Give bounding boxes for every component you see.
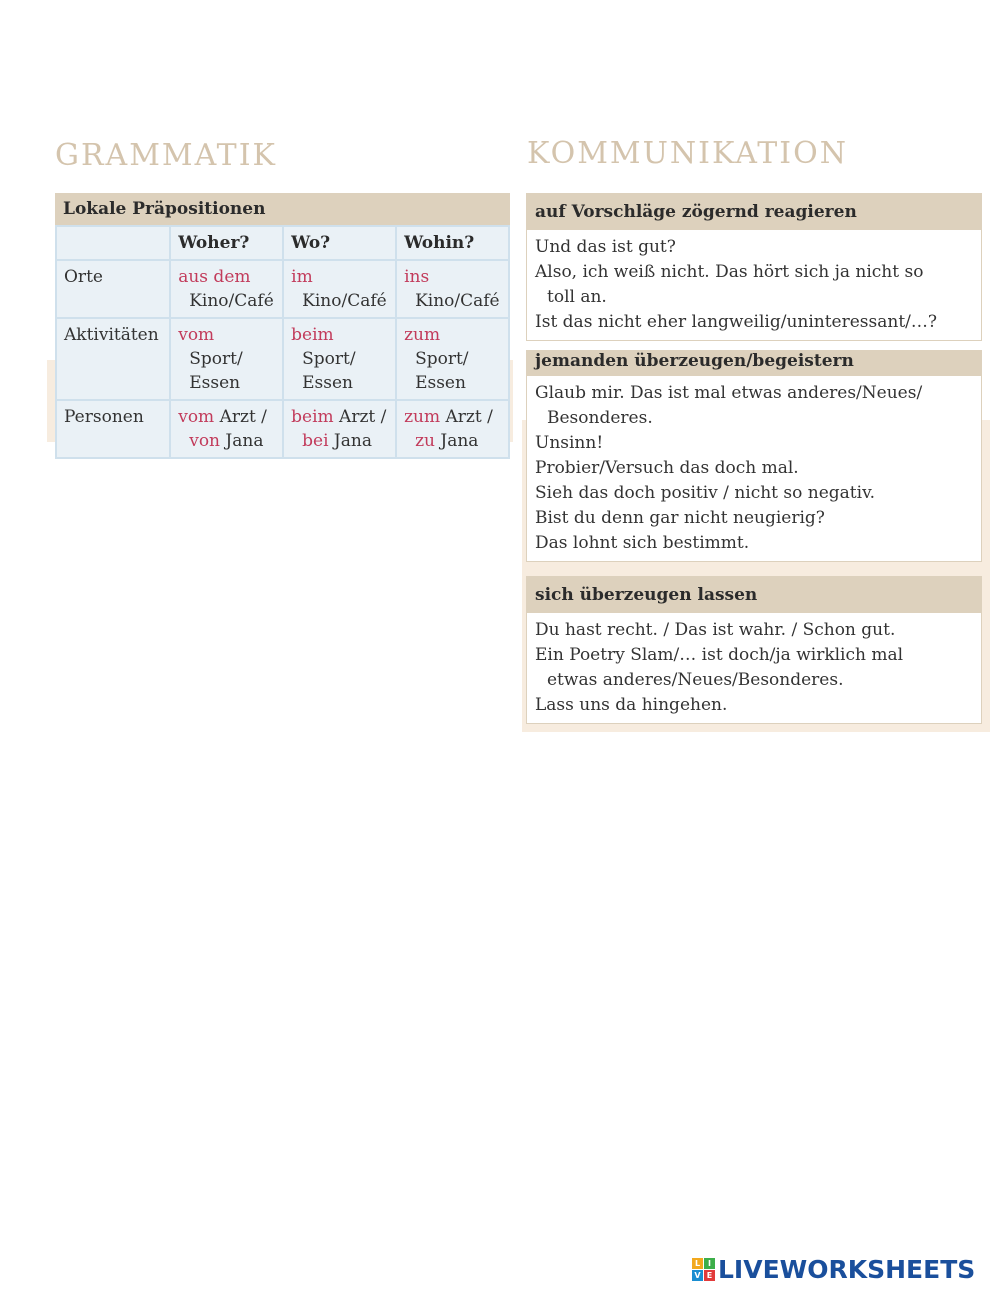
header-cell-wohin: Wohin? — [396, 226, 509, 260]
noun: Arzt / — [214, 407, 267, 427]
grammar-table — [55, 193, 510, 459]
noun: Essen — [415, 373, 466, 393]
kommunikation-title: KOMMUNIKATION — [527, 136, 848, 171]
phrase-box-ueberzeugen-lassen — [526, 576, 982, 724]
phrase-line: etwas anderes/Neues/Besonderes. — [547, 670, 844, 690]
grammar-header-row — [56, 226, 509, 260]
noun: Essen — [189, 373, 241, 393]
cell-personen-wo — [283, 400, 396, 458]
phrase-box-zoegernd — [526, 193, 982, 341]
cell-orte-woher — [170, 260, 283, 318]
liveworksheets-logo[interactable] — [692, 1254, 975, 1284]
table-row-personen — [56, 400, 509, 458]
header-cell-empty — [56, 226, 170, 260]
phrase-line: Besonderes. — [547, 408, 653, 428]
row-label-orte: Orte — [56, 260, 170, 318]
preposition: aus dem — [178, 267, 251, 287]
preposition: beim — [291, 407, 334, 427]
phrase-line: Bist du denn gar nicht neugierig? — [535, 508, 825, 528]
phrase-line: Das lohnt sich bestimmt. — [535, 533, 750, 553]
cell-aktivitaeten-wohin — [396, 318, 509, 400]
preposition: vom — [178, 325, 215, 345]
preposition: zum — [404, 325, 441, 345]
phrase-line: Du hast recht. / Das ist wahr. / Schon gut. — [535, 620, 896, 640]
preposition: von — [189, 431, 221, 451]
phrase-line: Und das ist gut? — [535, 237, 676, 257]
noun: Kino/Café — [302, 291, 387, 311]
box-heading: auf Vorschläge zögernd reagieren — [527, 194, 981, 230]
row-label-personen: Personen — [56, 400, 170, 458]
phrase-line: Ein Poetry Slam/… ist doch/ja wirklich mal — [535, 645, 904, 665]
box-heading: jemanden überzeugen/begeistern — [527, 351, 981, 376]
noun: Kino/Café — [189, 291, 274, 311]
logo-icon — [692, 1258, 715, 1281]
preposition: im — [291, 267, 313, 287]
table-row-orte — [56, 260, 509, 318]
noun: Arzt / — [333, 407, 387, 427]
logo-text: LIVEWORKSHEETS — [718, 1254, 976, 1284]
noun: Jana — [220, 431, 264, 451]
box-heading: sich überzeugen lassen — [527, 577, 981, 613]
phrase-line: toll an. — [547, 287, 607, 307]
phrase-line: Ist das nicht eher langweilig/uninteressant/…? — [535, 312, 938, 332]
noun: Sport/ — [415, 349, 469, 369]
noun: Kino/Café — [415, 291, 500, 311]
logo-letter: V — [692, 1270, 703, 1281]
phrase-line: Unsinn! — [535, 433, 604, 453]
phrase-line: Probier/Versuch das doch mal. — [535, 458, 799, 478]
preposition: ins — [404, 267, 430, 287]
cell-orte-wo — [283, 260, 396, 318]
phrase-line: Glaub mir. Das ist mal etwas anderes/Neues/ — [535, 383, 923, 403]
preposition: zu — [415, 431, 435, 451]
phrase-line: Also, ich weiß nicht. Das hört sich ja nicht so — [535, 262, 924, 282]
preposition: beim — [291, 325, 334, 345]
header-cell-woher: Woher? — [170, 226, 283, 260]
header-cell-wo: Wo? — [283, 226, 396, 260]
cell-aktivitaeten-woher — [170, 318, 283, 400]
cell-personen-woher — [170, 400, 283, 458]
noun: Arzt / — [440, 407, 493, 427]
cell-aktivitaeten-wo — [283, 318, 396, 400]
noun: Sport/ — [189, 349, 243, 369]
noun: Jana — [434, 431, 479, 451]
table-row-aktivitaeten — [56, 318, 509, 400]
phrase-box-ueberzeugen — [526, 350, 982, 562]
cell-personen-wohin — [396, 400, 509, 458]
logo-letter: I — [704, 1258, 715, 1269]
grammar-table-title: Lokale Präpositionen — [55, 193, 510, 225]
preposition: vom — [178, 407, 215, 427]
noun: Essen — [302, 373, 354, 393]
noun: Jana — [328, 431, 372, 451]
row-label-aktivitaeten: Aktivitäten — [56, 318, 170, 400]
preposition: bei — [302, 431, 329, 451]
logo-letter: E — [704, 1270, 715, 1281]
grammatik-title: GRAMMATIK — [55, 138, 277, 173]
phrase-line: Sieh das doch positiv / nicht so negativ. — [535, 483, 876, 503]
noun: Sport/ — [302, 349, 356, 369]
preposition: zum — [404, 407, 441, 427]
logo-letter: L — [692, 1258, 703, 1269]
cell-orte-wohin — [396, 260, 509, 318]
phrase-line: Lass uns da hingehen. — [535, 695, 728, 715]
